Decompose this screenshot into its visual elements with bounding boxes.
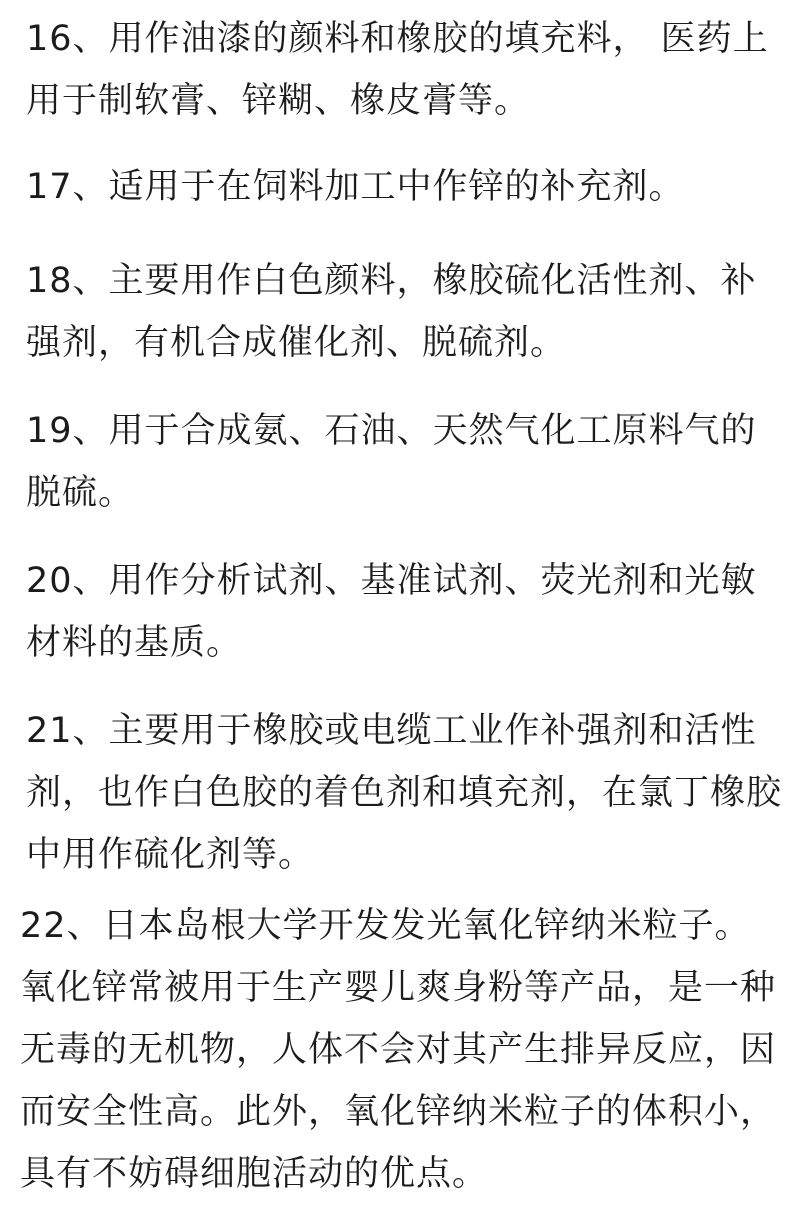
paragraph-line: 用于制软膏、锌糊、橡皮膏等。	[26, 81, 531, 121]
paragraph-line: 22、日本岛根大学开发发光氧化锌纳米粒子。	[20, 906, 751, 946]
paragraph-item-16	[26, 8, 770, 132]
paragraph-line: 17、适用于在饲料加工中作锌的补充剂。	[26, 167, 685, 207]
paragraph-line: 21、主要用于橡胶或电缆工业作补强剂和活性	[26, 711, 757, 751]
paragraph-line: 中用作硫化剂等。	[26, 835, 315, 875]
paragraph-line: 材料的基质。	[26, 623, 243, 663]
paragraph-item-21	[26, 700, 783, 886]
paragraph-line: 18、主要用作白色颜料，橡胶硫化活性剂、补	[26, 261, 757, 301]
paragraph-line: 氧化锌常被用于生产婴儿爽身粉等产品，是一种	[20, 968, 777, 1008]
paragraph-line: 16、用作油漆的颜料和橡胶的填充料， 医药上	[26, 19, 769, 59]
paragraph-line: 20、用作分析试剂、基准试剂、荧光剂和光敏	[26, 561, 757, 601]
paragraph-item-19	[26, 400, 770, 524]
paragraph-line: 19、用于合成氨、石油、天然气化工原料气的	[26, 411, 757, 451]
paragraph-line: 强剂，有机合成催化剂、脱硫剂。	[26, 323, 567, 363]
paragraph-line: 具有不妨碍细胞活动的优点。	[20, 1154, 489, 1194]
paragraph-line: 剂，也作白色胶的着色剂和填充剂，在氯丁橡胶	[26, 773, 783, 813]
paragraph-item-20	[26, 550, 770, 674]
paragraph-item-17	[26, 156, 770, 218]
paragraph-line: 脱硫。	[26, 473, 135, 513]
paragraph-item-22	[20, 895, 780, 1205]
paragraph-line: 无毒的无机物，人体不会对其产生排异反应，因	[20, 1030, 777, 1070]
paragraph-line: 而安全性高。此外，氧化锌纳米粒子的体积小，	[20, 1092, 777, 1132]
paragraph-item-18	[26, 250, 770, 374]
